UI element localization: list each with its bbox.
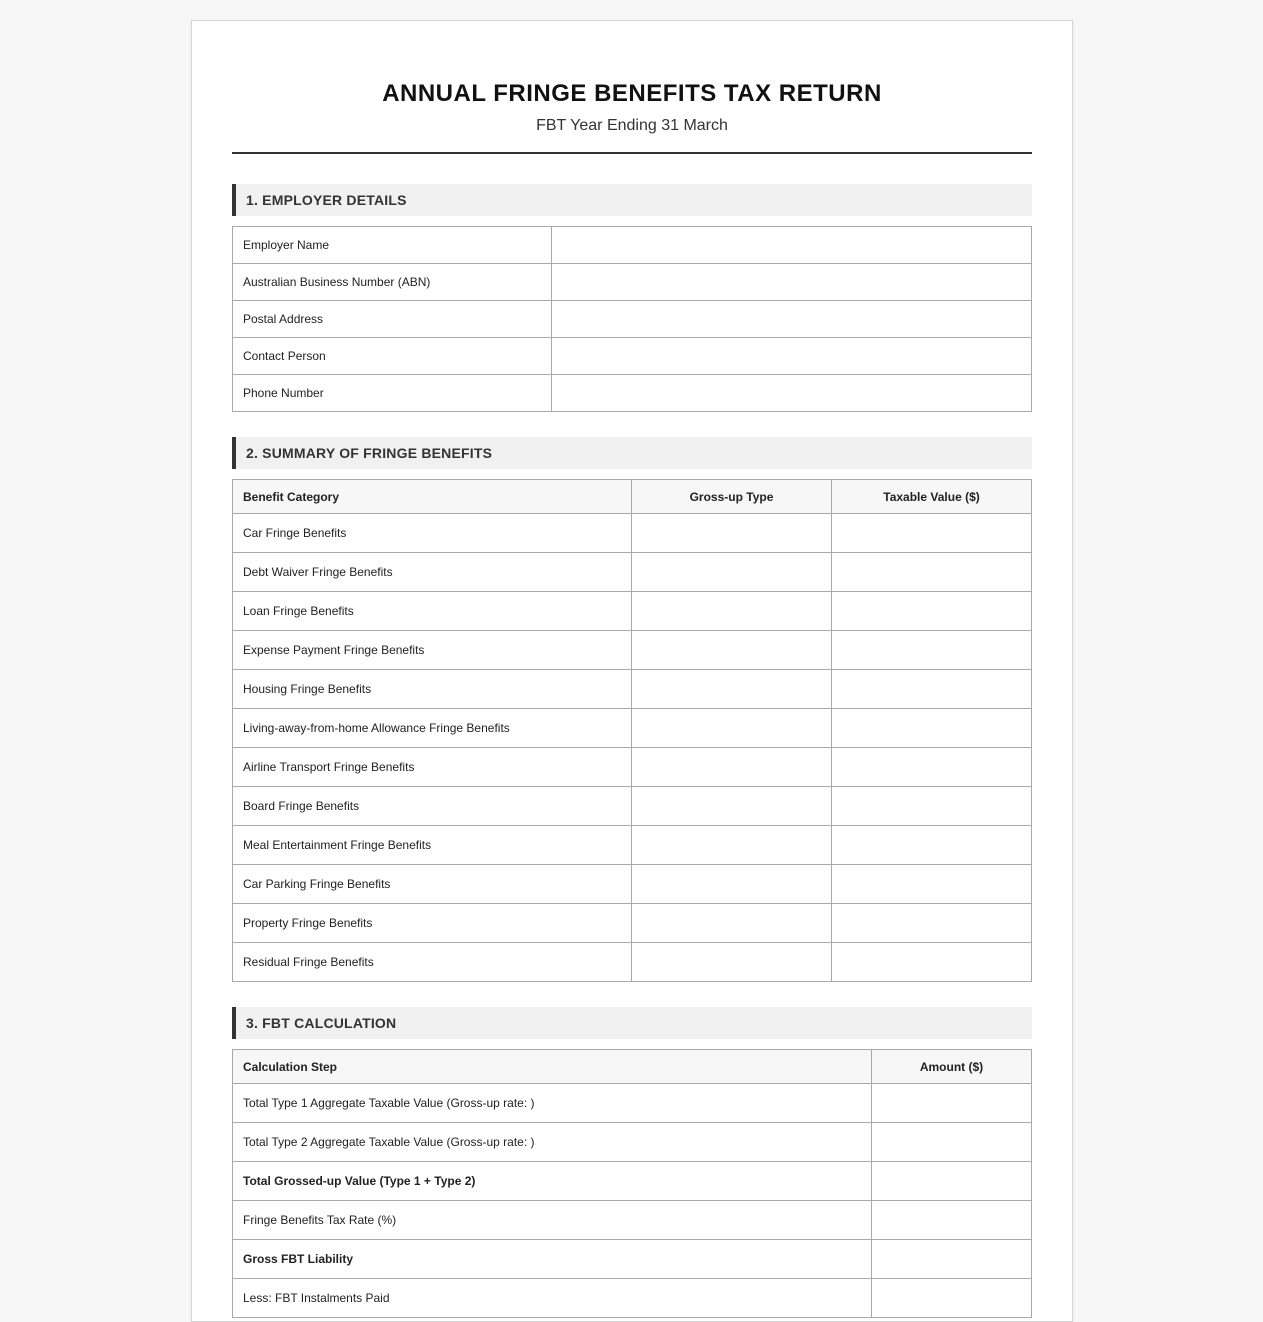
table-header-row: [233, 1050, 1032, 1084]
table-row: [233, 553, 1032, 592]
table-row: [233, 709, 1032, 748]
calculation-step: Less: FBT Instalments Paid: [233, 1279, 872, 1318]
table-row: [233, 865, 1032, 904]
document-subtitle: FBT Year Ending 31 March: [536, 117, 728, 134]
document-header: [232, 21, 1032, 154]
benefit-category: Residual Fringe Benefits: [233, 943, 632, 982]
grossup-type-cell[interactable]: [632, 592, 832, 631]
grossup-type-cell[interactable]: [632, 787, 832, 826]
taxable-value-cell[interactable]: [832, 670, 1032, 709]
benefit-category: Living-away-from-home Allowance Fringe Benefits: [233, 709, 632, 748]
calculation-step: Total Type 2 Aggregate Taxable Value (Gross-up rate: ): [233, 1123, 872, 1162]
phone-number-field[interactable]: [552, 375, 1032, 412]
table-row: [233, 1084, 1032, 1123]
form-page: [191, 20, 1073, 1322]
fbt-calculation-table: [232, 1049, 1032, 1318]
amount-cell[interactable]: [872, 1279, 1032, 1318]
taxable-value-cell[interactable]: [832, 943, 1032, 982]
taxable-value-cell[interactable]: [832, 787, 1032, 826]
benefit-category: Property Fringe Benefits: [233, 904, 632, 943]
calculation-step: Total Grossed-up Value (Type 1 + Type 2): [233, 1162, 872, 1201]
table-row: [233, 514, 1032, 553]
benefit-category: Airline Transport Fringe Benefits: [233, 748, 632, 787]
table-row: [233, 1123, 1032, 1162]
table-row: [233, 904, 1032, 943]
amount-cell[interactable]: [872, 1084, 1032, 1123]
document-title: ANNUAL FRINGE BENEFITS TAX RETURN: [382, 80, 882, 107]
postal-address-field[interactable]: [552, 301, 1032, 338]
amount-cell[interactable]: [872, 1240, 1032, 1279]
benefit-category: Loan Fringe Benefits: [233, 592, 632, 631]
abn-field[interactable]: [552, 264, 1032, 301]
table-row: [233, 748, 1032, 787]
field-label: Australian Business Number (ABN): [233, 264, 552, 301]
contact-person-field[interactable]: [552, 338, 1032, 375]
fringe-benefits-summary-table: [232, 479, 1032, 982]
taxable-value-cell[interactable]: [832, 904, 1032, 943]
section-heading-summary: 2. SUMMARY OF FRINGE BENEFITS: [232, 437, 1032, 469]
field-label: Contact Person: [233, 338, 552, 375]
benefit-category: Board Fringe Benefits: [233, 787, 632, 826]
table-row: [233, 1201, 1032, 1240]
benefit-category: Car Fringe Benefits: [233, 514, 632, 553]
grossup-type-cell[interactable]: [632, 553, 832, 592]
column-header-taxable-value: Taxable Value ($): [832, 480, 1032, 514]
column-header-calculation-step: Calculation Step: [233, 1050, 872, 1084]
table-row: [233, 787, 1032, 826]
grossup-type-cell[interactable]: [632, 904, 832, 943]
field-label: Phone Number: [233, 375, 552, 412]
amount-cell[interactable]: [872, 1201, 1032, 1240]
taxable-value-cell[interactable]: [832, 826, 1032, 865]
calculation-step: Gross FBT Liability: [233, 1240, 872, 1279]
employer-name-field[interactable]: [552, 227, 1032, 264]
benefit-category: Expense Payment Fringe Benefits: [233, 631, 632, 670]
grossup-type-cell[interactable]: [632, 709, 832, 748]
table-row: [233, 943, 1032, 982]
amount-cell[interactable]: [872, 1162, 1032, 1201]
grossup-type-cell[interactable]: [632, 748, 832, 787]
benefit-category: Meal Entertainment Fringe Benefits: [233, 826, 632, 865]
table-row: [233, 264, 1032, 301]
taxable-value-cell[interactable]: [832, 865, 1032, 904]
taxable-value-cell[interactable]: [832, 514, 1032, 553]
grossup-type-cell[interactable]: [632, 631, 832, 670]
table-row: [233, 631, 1032, 670]
grossup-type-cell[interactable]: [632, 514, 832, 553]
table-row: [233, 338, 1032, 375]
column-header-amount: Amount ($): [872, 1050, 1032, 1084]
taxable-value-cell[interactable]: [832, 748, 1032, 787]
benefit-category: Debt Waiver Fringe Benefits: [233, 553, 632, 592]
table-row: [233, 227, 1032, 264]
section-heading-employer: 1. EMPLOYER DETAILS: [232, 184, 1032, 216]
benefit-category: Car Parking Fringe Benefits: [233, 865, 632, 904]
taxable-value-cell[interactable]: [832, 631, 1032, 670]
amount-cell[interactable]: [872, 1123, 1032, 1162]
section-heading-calculation: 3. FBT CALCULATION: [232, 1007, 1032, 1039]
grossup-type-cell[interactable]: [632, 826, 832, 865]
benefit-category: Housing Fringe Benefits: [233, 670, 632, 709]
grossup-type-cell[interactable]: [632, 670, 832, 709]
table-row: [233, 1240, 1032, 1279]
column-header-grossup-type: Gross-up Type: [632, 480, 832, 514]
calculation-step: Total Type 1 Aggregate Taxable Value (Gross-up rate: ): [233, 1084, 872, 1123]
field-label: Postal Address: [233, 301, 552, 338]
employer-details-table: [232, 226, 1032, 412]
table-row: [233, 670, 1032, 709]
field-label: Employer Name: [233, 227, 552, 264]
table-row: [233, 826, 1032, 865]
table-row: [233, 375, 1032, 412]
form-content: [232, 21, 1032, 1318]
table-row: [233, 1162, 1032, 1201]
grossup-type-cell[interactable]: [632, 943, 832, 982]
calculation-step: Fringe Benefits Tax Rate (%): [233, 1201, 872, 1240]
table-header-row: [233, 480, 1032, 514]
column-header-category: Benefit Category: [233, 480, 632, 514]
grossup-type-cell[interactable]: [632, 865, 832, 904]
table-row: [233, 1279, 1032, 1318]
table-row: [233, 301, 1032, 338]
taxable-value-cell[interactable]: [832, 553, 1032, 592]
taxable-value-cell[interactable]: [832, 592, 1032, 631]
table-row: [233, 592, 1032, 631]
taxable-value-cell[interactable]: [832, 709, 1032, 748]
